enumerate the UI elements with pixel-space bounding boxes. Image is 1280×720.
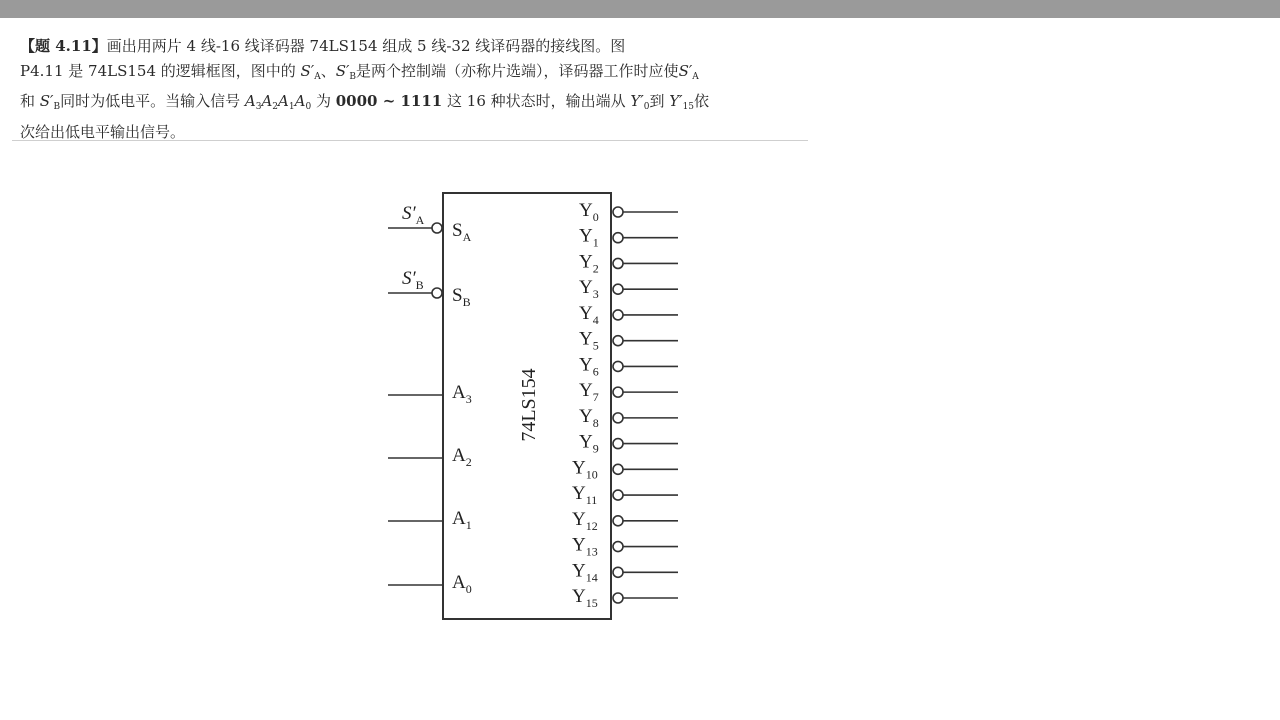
pin-label-sa	[452, 220, 472, 244]
pin-label-y6	[579, 354, 599, 378]
pin-label-y13-main: Y	[572, 534, 586, 556]
sa-symbol-2: S′	[678, 61, 693, 80]
pin-label-y7-main: Y	[579, 380, 593, 402]
a2-subscript: 2	[272, 102, 279, 112]
pin-label-y1-sub: 1	[592, 235, 599, 250]
inversion-bubble-y14	[613, 567, 623, 577]
input-label-sa-sub: A	[415, 213, 425, 227]
pin-label-y2	[579, 251, 599, 275]
pin-label-y6-sub: 6	[592, 364, 599, 379]
pin-label-y10-main: Y	[572, 457, 586, 479]
inversion-bubble-y8	[613, 413, 623, 423]
pin-label-sb	[452, 285, 471, 309]
pin-label-a1-sub: 1	[465, 518, 472, 532]
a0-symbol: A	[294, 92, 306, 110]
pin-label-y10-sub: 10	[585, 467, 598, 482]
input-label-sb	[402, 268, 424, 292]
pin-label-a1-main: A	[452, 508, 466, 529]
problem-label: 【题 4.11】	[20, 37, 107, 55]
sb-subscript-2: B	[53, 102, 61, 112]
pin-label-y14-main: Y	[572, 560, 586, 582]
y15-symbol: Y′	[669, 92, 683, 110]
sb-symbol-2: S′	[39, 92, 54, 110]
inversion-bubble-y6	[613, 361, 623, 371]
pin-label-y3	[579, 277, 599, 301]
input-label-sb-sub: B	[415, 278, 424, 292]
pin-label-a3	[452, 382, 472, 406]
problem-text-3b: 同时为低电平。当输入信号	[60, 92, 245, 110]
problem-text-1: 画出用两片 4 线-16 线译码器 74LS154 组成 5 线-32 线译码器的接线图。图	[106, 37, 626, 55]
pin-label-y8	[579, 406, 599, 430]
inversion-bubble-y13	[613, 542, 623, 552]
pin-label-a1	[452, 508, 472, 532]
pin-label-a3-sub: 3	[465, 392, 472, 406]
inversion-bubble-y5	[613, 336, 623, 346]
pin-label-y7-sub: 7	[592, 390, 599, 405]
pin-label-a2	[452, 445, 472, 469]
inversion-bubble-y0	[613, 207, 623, 217]
inversion-bubble-y12	[613, 516, 623, 526]
y0-symbol: Y′	[630, 92, 644, 110]
pin-label-y4-main: Y	[579, 302, 593, 324]
pin-label-y14	[572, 560, 598, 584]
pin-label-sa-sub: A	[462, 230, 472, 244]
problem-text-4: 次给出低电平输出信号。	[20, 122, 186, 141]
problem-text-3d: 这 16 种状态时，输出端从	[442, 92, 631, 110]
pin-label-y3-sub: 3	[592, 287, 599, 302]
sa-subscript: A	[314, 71, 321, 82]
pin-label-y11	[572, 483, 597, 507]
input-label-sa	[402, 203, 425, 227]
input-label-sa-main: S′	[402, 203, 416, 224]
pin-label-y9	[579, 432, 599, 456]
pin-label-y8-sub: 8	[592, 415, 599, 430]
pin-label-sa-main: S	[452, 220, 463, 241]
inversion-bubble-y1	[613, 233, 623, 243]
separator: 、	[320, 61, 336, 80]
sb-subscript: B	[349, 71, 357, 82]
input-label-sb-main: S′	[402, 268, 416, 289]
inversion-bubble-y15	[613, 593, 623, 603]
pin-label-a2-sub: 2	[465, 455, 472, 469]
inversion-bubble-y4	[613, 310, 623, 320]
pin-label-y15-sub: 15	[585, 596, 598, 610]
pin-label-y12-sub: 12	[585, 518, 598, 533]
pin-label-y11-sub: 11	[585, 493, 598, 508]
inversion-bubble-y7	[613, 387, 623, 397]
pin-label-y1-main: Y	[579, 225, 593, 247]
pin-label-y7	[579, 380, 599, 404]
inversion-bubble-sa	[432, 223, 442, 233]
pin-label-a2-main: A	[452, 445, 466, 466]
pin-label-y15	[572, 586, 598, 610]
pin-label-y12-main: Y	[572, 508, 586, 530]
problem-text-3c: 为	[311, 92, 336, 110]
inversion-bubble-y11	[613, 490, 623, 500]
pin-label-y5	[579, 329, 599, 353]
pin-label-y1	[579, 226, 599, 250]
problem-text-2b: 是两个控制端（亦称片选端），译码器工作时应使	[356, 61, 679, 80]
pin-label-y0	[579, 200, 599, 224]
chip-name: 74LS154	[518, 368, 540, 442]
pin-label-sb-sub: B	[462, 295, 471, 309]
a3-symbol: A	[244, 92, 256, 110]
pin-label-a0-main: A	[452, 572, 466, 593]
problem-text-3f: 依	[694, 92, 710, 110]
pin-label-y9-sub: 9	[592, 441, 599, 456]
pin-label-y10	[572, 457, 598, 481]
y15-subscript: 15	[682, 102, 695, 112]
sa-subscript-2: A	[692, 71, 699, 82]
pin-label-y12	[572, 509, 598, 533]
pin-label-y0-main: Y	[579, 200, 593, 221]
pin-label-y0-sub: 0	[592, 210, 599, 224]
pin-label-y11-main: Y	[572, 483, 586, 505]
inversion-bubble-y3	[613, 284, 623, 294]
pin-label-y2-main: Y	[579, 251, 593, 273]
pin-label-y5-sub: 5	[592, 338, 599, 353]
a1-symbol: A	[278, 92, 289, 110]
pin-label-y4-sub: 4	[592, 312, 599, 327]
pin-label-y2-sub: 2	[592, 261, 599, 276]
a1-subscript: 1	[288, 102, 295, 112]
pin-label-y5-main: Y	[579, 328, 593, 350]
sa-symbol: S′	[300, 61, 315, 80]
problem-text-2a: P4.11 是 74LS154 的逻辑框图，图中的	[20, 61, 301, 80]
pin-label-y13-sub: 13	[585, 544, 598, 559]
pin-label-a0-sub: 0	[465, 582, 472, 596]
pin-label-a0	[452, 572, 472, 596]
pin-label-sb-main: S	[452, 285, 463, 306]
pin-label-y9-main: Y	[579, 431, 593, 453]
pin-label-a3-main: A	[452, 382, 466, 403]
a0-subscript: 0	[305, 102, 312, 112]
problem-text-3a: 和	[20, 92, 40, 110]
input-range: 0000 ~ 1111	[335, 92, 443, 110]
a3-subscript: 3	[255, 102, 262, 112]
pin-label-y4	[579, 303, 599, 327]
pin-label-y14-sub: 14	[585, 570, 598, 585]
pin-label-y6-main: Y	[579, 354, 593, 376]
inversion-bubble-sb	[432, 288, 442, 298]
inversion-bubble-y10	[613, 464, 623, 474]
a2-symbol: A	[261, 92, 273, 110]
pin-label-y15-main: Y	[572, 586, 586, 607]
pin-label-y13	[572, 535, 598, 559]
sb-symbol: S′	[335, 61, 350, 80]
inversion-bubble-y9	[613, 439, 623, 449]
pin-label-y8-main: Y	[579, 405, 593, 427]
inversion-bubble-y2	[613, 258, 623, 268]
problem-text-3e: 到	[649, 92, 670, 110]
pin-label-y3-main: Y	[579, 277, 593, 299]
y0-subscript: 0	[643, 102, 650, 112]
